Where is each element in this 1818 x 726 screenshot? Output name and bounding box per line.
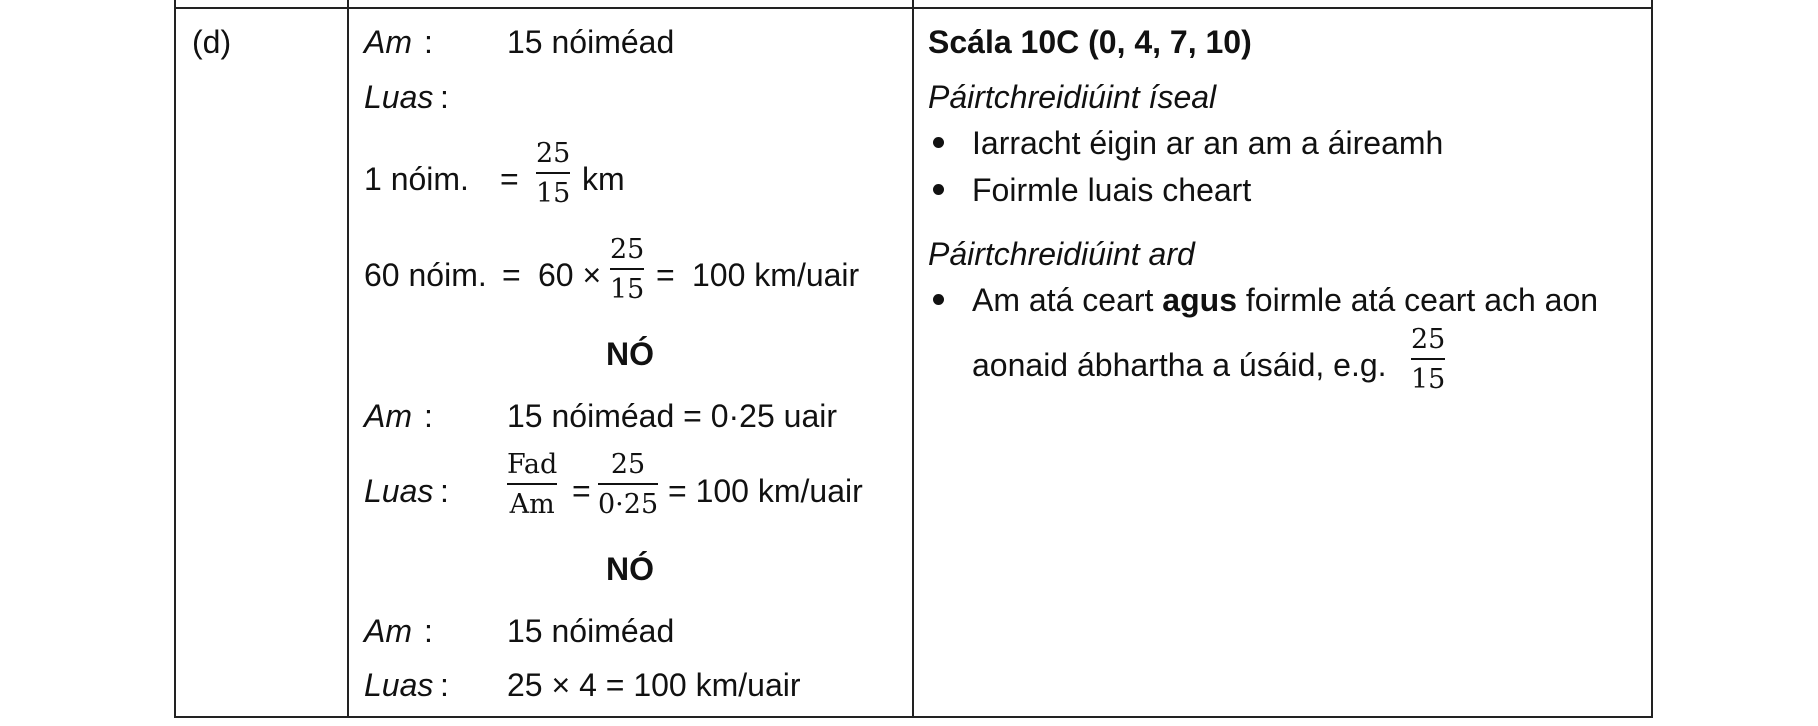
high-item-fraction-bar bbox=[1411, 358, 1445, 360]
line-1-equals: = bbox=[500, 161, 519, 197]
line-2-fraction-numerator: 25 bbox=[610, 234, 645, 265]
luas-colon-2: : bbox=[440, 473, 449, 509]
high-partial-heading: Páirtchreidiúint ard bbox=[928, 236, 1195, 272]
luas-colon-3: : bbox=[440, 667, 449, 703]
line-1-fraction-numerator: 25 bbox=[536, 138, 571, 169]
am-value-3: 15 nóiméad bbox=[507, 613, 675, 649]
luas-2-fraction-2-numerator: 25 bbox=[610, 449, 646, 480]
am-colon-1: : bbox=[424, 24, 433, 60]
bullet-icon bbox=[933, 137, 944, 148]
high-item-fraction-denominator: 15 bbox=[1411, 364, 1446, 395]
high-item-bold-text: agus bbox=[1162, 282, 1237, 318]
luas-label-3: Luas bbox=[364, 667, 434, 703]
bullet-icon bbox=[933, 294, 944, 305]
line-1-fraction bbox=[536, 140, 570, 207]
luas-2-equals: = bbox=[572, 473, 591, 509]
column-divider-1 bbox=[347, 0, 349, 718]
am-label-3: Am bbox=[364, 613, 412, 649]
luas-3-value: 25 × 4 = 100 km/uair bbox=[507, 667, 801, 703]
table-left-border bbox=[174, 0, 176, 718]
am-colon-3: : bbox=[424, 613, 433, 649]
low-partial-heading: Páirtchreidiúint íseal bbox=[928, 79, 1217, 115]
or-label-2: NÓ bbox=[606, 551, 654, 587]
am-value-2: 15 nóiméad = 0·25 uair bbox=[507, 398, 837, 434]
am-label-1: Am bbox=[364, 24, 412, 60]
luas-2-result: = 100 km/uair bbox=[668, 473, 863, 509]
line-1-fraction-bar bbox=[536, 172, 570, 174]
luas-2-fraction-2-denominator: 0·25 bbox=[598, 489, 659, 520]
luas-label-1: Luas bbox=[364, 79, 434, 115]
high-partial-item-line-1 bbox=[972, 284, 1598, 316]
line-1-lhs: 1 nóim. bbox=[364, 161, 469, 197]
or-label-1: NÓ bbox=[606, 336, 654, 372]
luas-2-fraction-2-bar bbox=[598, 483, 658, 485]
high-item-text-1: Am atá ceart bbox=[972, 282, 1163, 318]
column-divider-2 bbox=[912, 0, 914, 718]
line-2-fraction-bar bbox=[610, 268, 644, 270]
line-2-equals: = bbox=[502, 257, 521, 293]
line-2-fraction bbox=[610, 236, 644, 303]
high-item-fraction bbox=[1411, 326, 1445, 393]
line-2-lhs: 60 nóim. bbox=[364, 257, 487, 293]
line-1-fraction-denominator: 15 bbox=[536, 178, 571, 209]
luas-2-fraction-1 bbox=[507, 451, 557, 518]
am-value-1: 15 nóiméad bbox=[507, 24, 675, 60]
luas-2-fraction-1-denominator: Am bbox=[509, 489, 555, 520]
high-item-fraction-numerator: 25 bbox=[1411, 324, 1446, 355]
luas-2-fraction-1-bar bbox=[507, 483, 557, 485]
line-1-unit: km bbox=[582, 161, 625, 197]
line-2-fraction-denominator: 15 bbox=[610, 274, 645, 305]
luas-2-fraction-1-numerator: Fad bbox=[507, 449, 558, 480]
luas-colon-1: : bbox=[440, 79, 449, 115]
table-right-border bbox=[1651, 0, 1653, 718]
high-item-text-2: foirmle atá ceart ach aon bbox=[1236, 282, 1599, 318]
am-colon-2: : bbox=[424, 398, 433, 434]
high-partial-item-line-2: aonaid ábhartha a úsáid, e.g. bbox=[972, 347, 1387, 383]
part-label: (d) bbox=[192, 24, 232, 60]
line-2-equals-2: = bbox=[656, 257, 675, 293]
scale-title: Scála 10C (0, 4, 7, 10) bbox=[928, 24, 1252, 60]
low-partial-item-2: Foirmle luais cheart bbox=[972, 172, 1252, 208]
luas-2-fraction-2 bbox=[598, 451, 658, 518]
bullet-icon bbox=[933, 184, 944, 195]
line-2-multiplier: 60 × bbox=[538, 257, 602, 293]
luas-label-2: Luas bbox=[364, 473, 434, 509]
am-label-2: Am bbox=[364, 398, 412, 434]
line-2-result: 100 km/uair bbox=[692, 257, 860, 293]
low-partial-item-1: Iarracht éigin ar an am a áireamh bbox=[972, 125, 1444, 161]
